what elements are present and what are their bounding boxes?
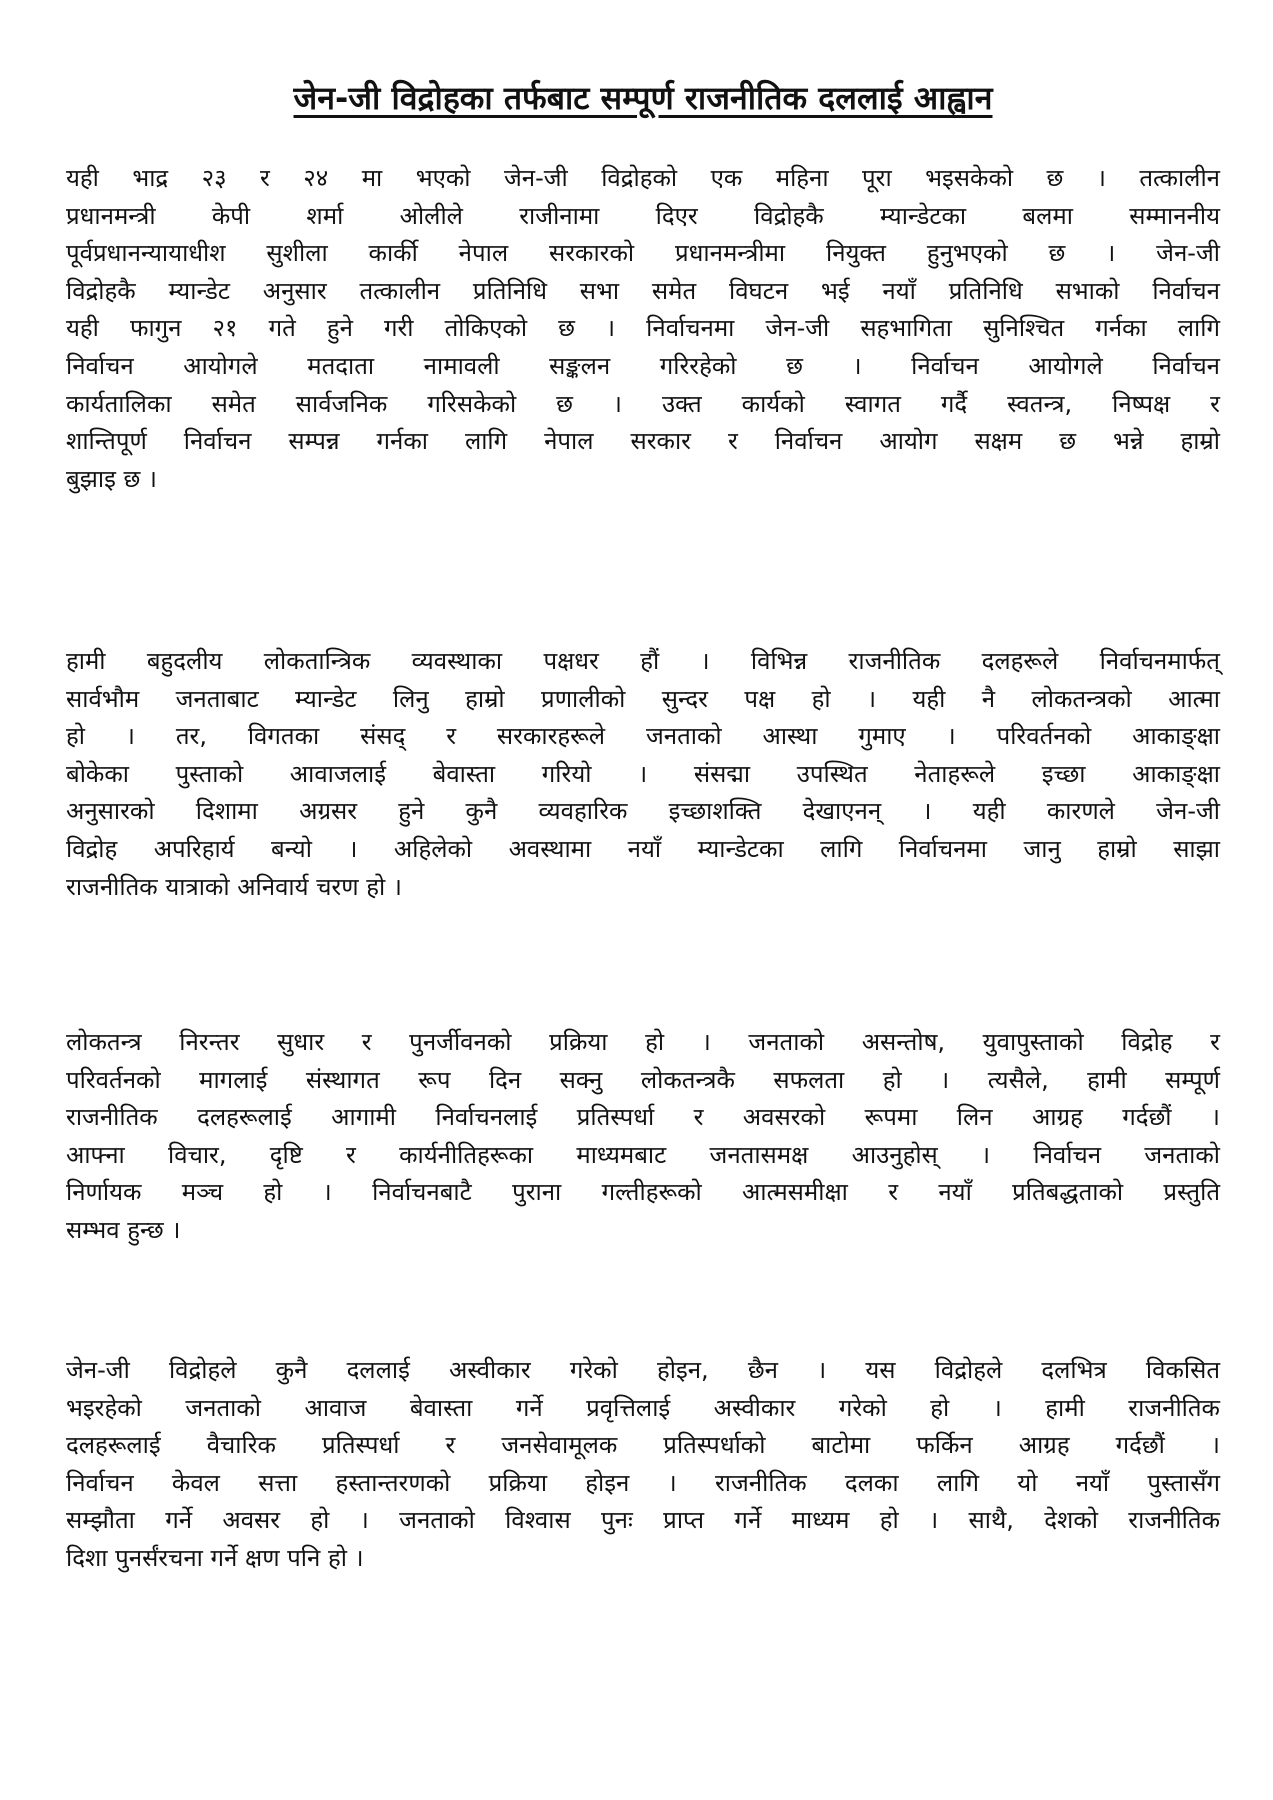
paragraph-line: बुझाइ छ । [66,464,158,493]
paragraph-line: सम्झौता गर्ने अवसर हो । जनताको विश्वास पुनः प्राप्त गर्ने माध्यम हो । साथै, देशको राजनीतिक [66,1506,1220,1535]
paragraph-line: भइरहेको जनताको आवाज बेवास्ता गर्ने प्रवृत्तिलाई अस्वीकार गरेको हो । हामी राजनीतिक [66,1393,1220,1422]
paragraph-line: अनुसारको दिशामा अग्रसर हुने कुनै व्यवहारिक इच्छाशक्ति देखाएनन् । यही कारणले जेन-जी [66,797,1220,826]
paragraph-line: हो । तर, विगतका संसद् र सरकारहरूले जनताको आस्था गुमाए । परिवर्तनको आकाङ्क्षा [66,722,1220,751]
paragraph-line: पूर्वप्रधानन्यायाधीश सुशीला कार्की नेपाल सरकारको प्रधानमन्त्रीमा नियुक्त हुनुभएको छ । जेन-जी [66,239,1220,268]
paragraph-4 [66,1352,1220,1578]
paragraph-3 [66,1024,1220,1250]
paragraph-line: हामी बहुदलीय लोकतान्त्रिक व्यवस्थाका पक्षधर हौं । विभिन्न राजनीतिक दलहरूले निर्वाचनमार्फत् [66,647,1220,675]
paragraph-line: निर्वाचन आयोगले मतदाता नामावली सङ्कलन गरिरहेको छ । निर्वाचन आयोगले निर्वाचन [66,351,1220,380]
paragraph-line: दलहरूलाई वैचारिक प्रतिस्पर्धा र जनसेवामूलक प्रतिस्पर्धाको बाटोमा फर्किन आग्रह गर्दछौं । [66,1431,1220,1460]
document-title [66,76,1220,120]
paragraph-line: लोकतन्त्र निरन्तर सुधार र पुनर्जीवनको प्रक्रिया हो । जनताको असन्तोष, युवापुस्ताको विद्रोह र [66,1028,1220,1056]
document-title-text: जेन-जी विद्रोहका तर्फबाट सम्पूर्ण राजनीतिक दललाई आह्वान [293,79,993,117]
paragraph-1 [66,160,1220,498]
paragraph-line: विद्रोहकै म्यान्डेट अनुसार तत्कालीन प्रतिनिधि सभा समेत विघटन भई नयाँ प्रतिनिधि सभाको निर्वाचन [66,276,1220,305]
paragraph-line: प्रधानमन्त्री केपी शर्मा ओलीले राजीनामा दिएर विद्रोहकै म्यान्डेटका बलमा सम्माननीय [66,201,1220,230]
paragraph-line: कार्यतालिका समेत सार्वजनिक गरिसकेको छ । उक्त कार्यको स्वागत गर्दै स्वतन्त्र, निष्पक्ष र [66,389,1220,418]
paragraph-line: सार्वभौम जनताबाट म्यान्डेट लिनु हाम्रो प्रणालीको सुन्दर पक्ष हो । यही नै लोकतन्त्रको आत्मा [66,684,1220,713]
paragraph-line: बोकेका पुस्ताको आवाजलाई बेवास्ता गरियो । संसद्मा उपस्थित नेताहरूले इच्छा आकाङ्क्षा [66,759,1220,788]
paragraph-line: शान्तिपूर्ण निर्वाचन सम्पन्न गर्नका लागि नेपाल सरकार र निर्वाचन आयोग सक्षम छ भन्ने हाम्रो [66,427,1220,456]
paragraph-line: राजनीतिक दलहरूलाई आगामी निर्वाचनलाई प्रतिस्पर्धा र अवसरको रूपमा लिन आग्रह गर्दछौं । [66,1103,1220,1132]
paragraph-line: राजनीतिक यात्राको अनिवार्य चरण हो । [66,872,402,901]
paragraph-line: जेन-जी विद्रोहले कुनै दललाई अस्वीकार गरेको होइन, छैन । यस विद्रोहले दलभित्र विकसित [66,1356,1220,1384]
paragraph-line: यही फागुन २१ गते हुने गरी तोकिएको छ । निर्वाचनमा जेन-जी सहभागिता सुनिश्चित गर्नका लागि [66,314,1220,343]
paragraph-line: निर्णायक मञ्च हो । निर्वाचनबाटै पुराना गल्तीहरूको आत्मसमीक्षा र नयाँ प्रतिबद्धताको प्रस्तुति [66,1178,1220,1207]
paragraph-2 [66,643,1220,906]
paragraph-line: निर्वाचन केवल सत्ता हस्तान्तरणको प्रक्रिया होइन । राजनीतिक दलका लागि यो नयाँ पुस्तासँग [66,1468,1220,1497]
paragraph-line: आफ्ना विचार, दृष्टि र कार्यनीतिहरूका माध्यमबाट जनतासमक्ष आउनुहोस् । निर्वाचन जनताको [66,1140,1220,1169]
paragraph-line: दिशा पुनर्संरचना गर्ने क्षण पनि हो । [66,1543,364,1572]
paragraph-line: परिवर्तनको मागलाई संस्थागत रूप दिन सक्नु लोकतन्त्रकै सफलता हो । त्यसैले, हामी सम्पूर्ण [66,1065,1220,1094]
paragraph-line: विद्रोह अपरिहार्य बन्यो । अहिलेको अवस्थामा नयाँ म्यान्डेटका लागि निर्वाचनमा जानु हाम्रो साझा [66,834,1220,863]
paragraph-line: यही भाद्र २३ र २४ मा भएको जेन-जी विद्रोहको एक महिना पूरा भइसकेको छ । तत्कालीन [66,164,1220,192]
paragraph-line: सम्भव हुन्छ । [66,1215,181,1244]
